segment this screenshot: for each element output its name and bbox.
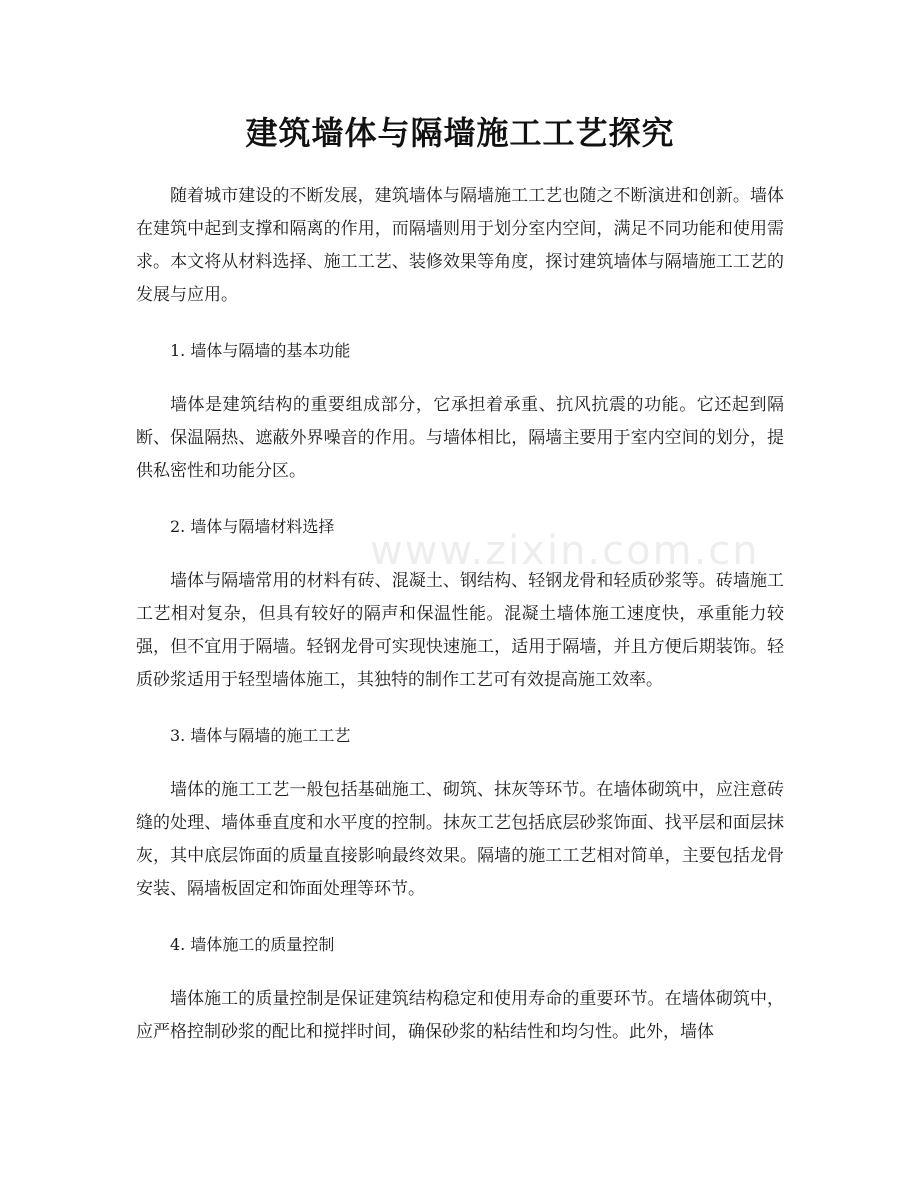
section-paragraph-1: 墙体是建筑结构的重要组成部分，它承担着承重、抗风抗震的功能。它还起到隔断、保温隔热、遮蔽外界噪音的作用。与墙体相比，隔墙主要用于室内空间的划分，提供私密性和功能分区。 [136, 395, 784, 481]
intro-paragraph: 随着城市建设的不断发展，建筑墙体与隔墙施工工艺也随之不断演进和创新。墙体在建筑中起到支撑和隔离的作用，而隔墙则用于划分室内空间，满足不同功能和使用需求。本文将从材料选择、施工工艺、装修效果等角度，探讨建筑墙体与隔墙施工工艺的发展与应用。 [136, 186, 784, 305]
watermark: www.zixin.com.cn [370, 528, 760, 574]
section-paragraph-2: 墙体与隔墙常用的材料有砖、混凝土、钢结构、轻钢龙骨和轻质砂浆等。砖墙施工工艺相对复杂，但具有较好的隔声和保温性能。混凝土墙体施工速度快，承重能力较强，但不宜用于隔墙。轻钢龙骨可实现快速施工，适用于隔墙，并且方便后期装饰。轻质砂浆适用于轻型墙体施工，其独特的制作工艺可有效提高施工效率。 [136, 571, 784, 690]
document-title: 建筑墙体与隔墙施工工艺探究 [245, 114, 675, 152]
section-paragraph-3: 墙体的施工工艺一般包括基础施工、砌筑、抹灰等环节。在墙体砌筑中，应注意砖缝的处理、墙体垂直度和水平度的控制。抹灰工艺包括底层砂浆饰面、找平层和面层抹灰，其中底层饰面的质量直接影响最终效果。隔墙的施工工艺相对简单，主要包括龙骨安装、隔墙板固定和饰面处理等环节。 [136, 780, 784, 899]
document-body [136, 180, 784, 1071]
section-heading-3: 3. 墙体与隔墙的施工工艺 [170, 726, 351, 745]
section-heading-4: 4. 墙体施工的质量控制 [170, 935, 335, 954]
section-heading-2: 2. 墙体与隔墙材料选择 [170, 517, 335, 536]
section-heading-1: 1. 墙体与隔墙的基本功能 [170, 341, 351, 360]
section-paragraph-4: 墙体施工的质量控制是保证建筑结构稳定和使用寿命的重要环节。在墙体砌筑中，应严格控制砂浆的配比和搅拌时间，确保砂浆的粘结性和均匀性。此外，墙体 [136, 989, 784, 1042]
